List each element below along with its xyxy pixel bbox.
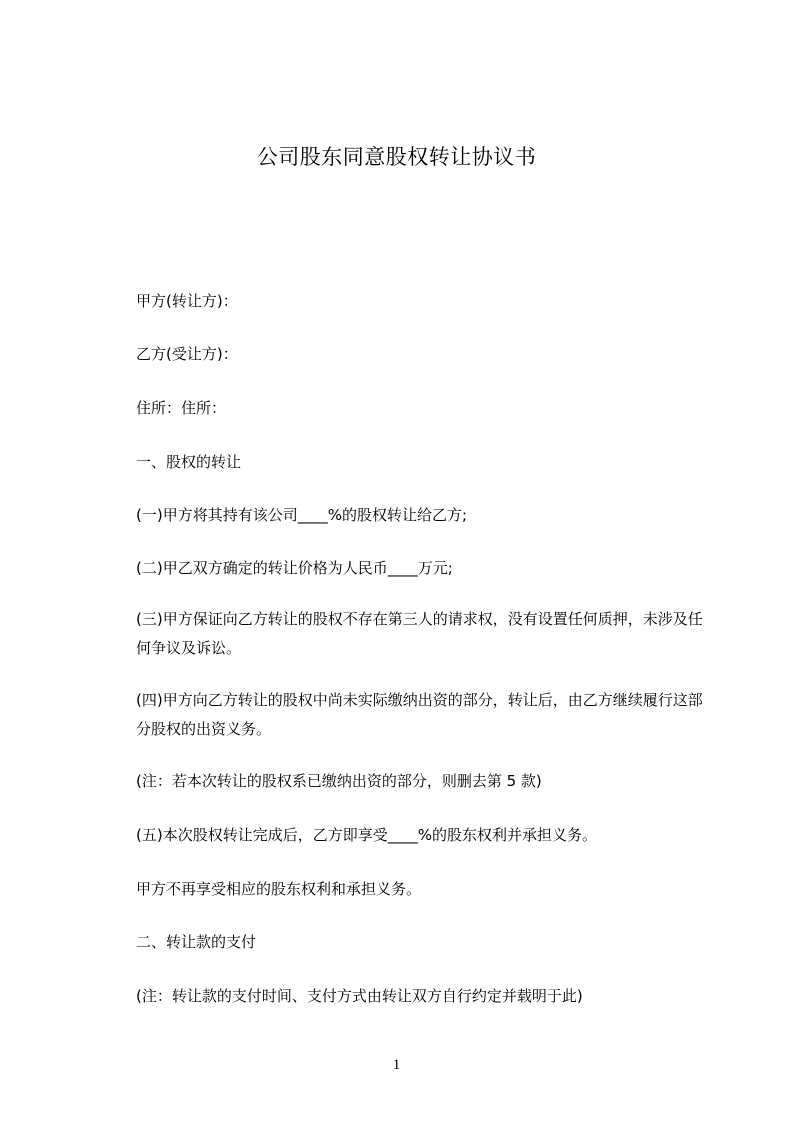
note-2: (注：转让款的支付时间、支付方式由转让双方自行约定并载明于此)	[136, 987, 583, 1005]
clause-4-text: (四)甲方向乙方转让的股权中尚未实际缴纳出资的部分，转让后，由乙方继续履行这部分股权的出资义务。	[136, 691, 703, 738]
clause-4	[112, 686, 704, 744]
page-number: 1	[392, 1057, 401, 1073]
document-title: 公司股东同意股权转让协议书	[256, 145, 537, 169]
party-b-line: 乙方(受让方)：	[136, 345, 238, 363]
note-1: (注：若本次转让的股权系已缴纳出资的部分，则删去第 5 款)	[136, 772, 542, 790]
clause-5: (五)本次股权转让完成后，乙方即享受____%的股东权利并承担义务。	[136, 826, 597, 844]
clause-5-continuation: 甲方不再享受相应的股东权利和承担义务。	[136, 880, 422, 898]
section-2-heading: 二、转让款的支付	[136, 933, 257, 951]
clause-3-text: (三)甲方保证向乙方转让的股权不存在第三人的请求权，没有设置任何质押，未涉及任何争议及诉讼。	[136, 610, 703, 657]
address-line: 住所：住所：	[136, 399, 227, 417]
clause-1: (一)甲方将其持有该公司____%的股权转让给乙方;	[136, 506, 468, 524]
party-a-line: 甲方(转让方)：	[136, 292, 238, 310]
section-1-heading: 一、股权的转让	[136, 453, 242, 471]
clause-2: (二)甲乙双方确定的转让价格为人民币____万元;	[136, 559, 453, 577]
clause-3	[112, 605, 704, 663]
